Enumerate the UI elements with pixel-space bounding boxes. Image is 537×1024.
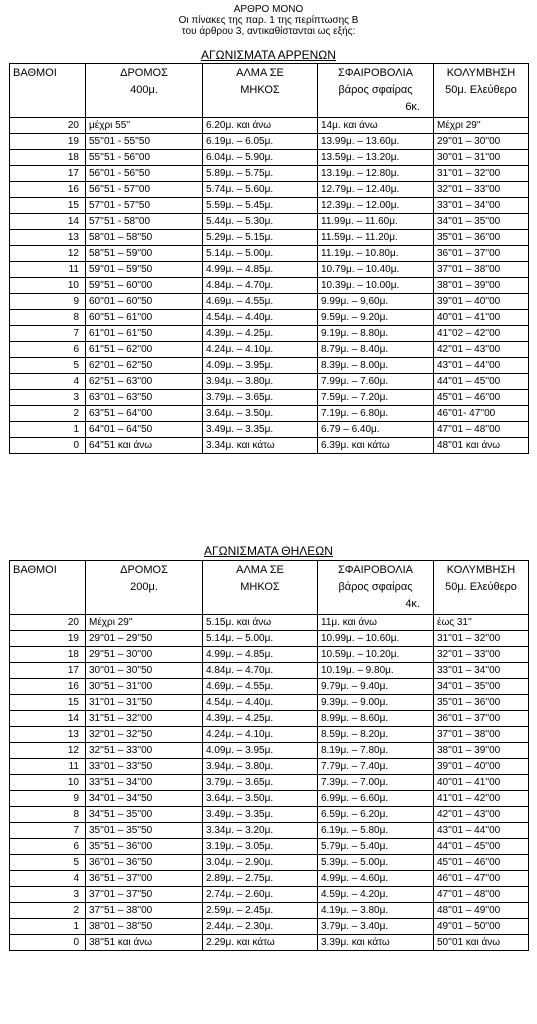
table-row — [10, 871, 529, 887]
long-jump-cell: 2.59μ. – 2.45μ. — [203, 903, 318, 919]
long-jump-cell: 6.04μ. – 5.90μ. — [203, 150, 318, 166]
shot-put-cell: 8.39μ. – 8.00μ. — [318, 358, 434, 374]
points-cell: 9 — [10, 294, 86, 310]
long-jump-cell: 4.84μ. – 4.70μ. — [203, 278, 318, 294]
shot-put-cell: 11.19μ. – 10.80μ. — [318, 246, 434, 262]
table-row — [10, 663, 529, 679]
shot-put-cell: 14μ. και άνω — [318, 118, 434, 134]
long-jump-cell: 3.64μ. – 3.50μ. — [203, 791, 318, 807]
long-jump-cell: 3.94μ. – 3.80μ. — [203, 374, 318, 390]
shot-put-cell: 10.99μ. – 10.60μ. — [318, 631, 434, 647]
running-cell: 57''51 - 58''00 — [86, 214, 203, 230]
swimming-cell: 48''01 και άνω — [434, 438, 529, 454]
table-row — [10, 406, 529, 422]
points-cell: 2 — [10, 406, 86, 422]
table-row — [10, 342, 529, 358]
shot-put-cell: 12.79μ. – 12.40μ. — [318, 182, 434, 198]
long-jump-cell: 4.69μ. – 4.55μ. — [203, 294, 318, 310]
shot-put-cell: 8.79μ. – 8.40μ. — [318, 342, 434, 358]
table-row — [10, 855, 529, 871]
points-cell: 16 — [10, 679, 86, 695]
table-row — [10, 358, 529, 374]
running-cell: 56''51 - 57''00 — [86, 182, 203, 198]
table-row — [10, 791, 529, 807]
shot-put-cell: 10.59μ. – 10.20μ. — [318, 647, 434, 663]
swimming-cell: 42''01 – 43''00 — [434, 807, 529, 823]
header-long-jump: ΑΛΜΑ ΣΕ ΜΗΚΟΣ — [203, 64, 318, 118]
swimming-cell: 47''01 – 48''00 — [434, 887, 529, 903]
running-cell: 61''01 – 61''50 — [86, 326, 203, 342]
long-jump-cell: 3.49μ. – 3.35μ. — [203, 422, 318, 438]
shot-put-cell: 10.39μ. – 10.00μ. — [318, 278, 434, 294]
shot-put-cell: 7.79μ. – 7.40μ. — [318, 759, 434, 775]
long-jump-cell: 3.34μ. και κάτω — [203, 438, 318, 454]
table-row — [10, 615, 529, 631]
swimming-cell: 49''01 – 50''00 — [434, 919, 529, 935]
table-row — [10, 759, 529, 775]
long-jump-cell: 4.09μ. – 3.95μ. — [203, 358, 318, 374]
swimming-cell: 41''02 – 42''00 — [434, 326, 529, 342]
table-row — [10, 727, 529, 743]
long-jump-cell: 2.29μ. και κάτω — [203, 935, 318, 951]
table-header-row — [10, 561, 529, 615]
table-row — [10, 294, 529, 310]
table-row — [10, 679, 529, 695]
shot-put-cell: 10.19μ. – 9.80μ. — [318, 663, 434, 679]
swimming-cell: 32''01 – 33''00 — [434, 647, 529, 663]
running-cell: 31''01 – 31''50 — [86, 695, 203, 711]
header-swimming: ΚΟΛΥΜΒΗΣΗ 50μ. Ελεύθερο — [434, 561, 529, 615]
shot-put-cell: 12.39μ. – 12.00μ. — [318, 198, 434, 214]
swimming-cell: 30''01 – 31''00 — [434, 150, 529, 166]
running-cell: 60''51 – 61''00 — [86, 310, 203, 326]
running-cell: 58''01 – 58''50 — [86, 230, 203, 246]
swimming-cell: 44''01 – 45''00 — [434, 374, 529, 390]
swimming-cell: 39''01 – 40''00 — [434, 759, 529, 775]
long-jump-cell: 5.74μ. – 5.60μ. — [203, 182, 318, 198]
running-cell: 57''01 - 57''50 — [86, 198, 203, 214]
table-row — [10, 647, 529, 663]
points-cell: 2 — [10, 903, 86, 919]
table-row — [10, 887, 529, 903]
table-row — [10, 919, 529, 935]
women-events-table — [9, 560, 529, 951]
shot-put-cell: 6.59μ. – 6.20μ. — [318, 807, 434, 823]
table-row — [10, 695, 529, 711]
points-cell: 13 — [10, 727, 86, 743]
shot-put-cell: 7.59μ. – 7.20μ. — [318, 390, 434, 406]
running-cell: 36''01 – 36''50 — [86, 855, 203, 871]
table-row — [10, 214, 529, 230]
long-jump-cell: 5.14μ. – 5.00μ. — [203, 246, 318, 262]
points-cell: 15 — [10, 695, 86, 711]
men-table-body — [10, 118, 529, 454]
table-row — [10, 807, 529, 823]
points-cell: 5 — [10, 855, 86, 871]
shot-put-cell: 3.79μ. – 3.40μ. — [318, 919, 434, 935]
shot-put-cell: 11.99μ. – 11.60μ. — [318, 214, 434, 230]
running-cell: 37''01 – 37''50 — [86, 887, 203, 903]
points-cell: 5 — [10, 358, 86, 374]
swimming-cell: 50''01 και άνω — [434, 935, 529, 951]
table-row — [10, 903, 529, 919]
points-cell: 6 — [10, 839, 86, 855]
shot-put-cell: 6.79 – 6.40μ. — [318, 422, 434, 438]
shot-put-cell: 8.19μ. – 7.80μ. — [318, 743, 434, 759]
table-row — [10, 438, 529, 454]
table-row — [10, 134, 529, 150]
men-events-table — [9, 63, 529, 454]
table-row — [10, 326, 529, 342]
running-cell: 62''01 – 62''50 — [86, 358, 203, 374]
running-cell: 34''01 – 34''50 — [86, 791, 203, 807]
table-row — [10, 935, 529, 951]
shot-put-cell: 4.19μ. – 3.80μ. — [318, 903, 434, 919]
long-jump-cell: 4.69μ. – 4.55μ. — [203, 679, 318, 695]
header-points: ΒΑΘΜΟΙ — [10, 64, 86, 118]
swimming-cell: 39''01 – 40''00 — [434, 294, 529, 310]
running-cell: 29''01 – 29''50 — [86, 631, 203, 647]
running-cell: μέχρι 55'' — [86, 118, 203, 134]
points-cell: 14 — [10, 711, 86, 727]
points-cell: 9 — [10, 791, 86, 807]
long-jump-cell: 5.44μ. – 5.30μ. — [203, 214, 318, 230]
table-header-row — [10, 64, 529, 118]
long-jump-cell: 3.79μ. – 3.65μ. — [203, 775, 318, 791]
long-jump-cell: 3.49μ. – 3.35μ. — [203, 807, 318, 823]
points-cell: 19 — [10, 631, 86, 647]
shot-put-cell: 9.59μ. – 9.20μ. — [318, 310, 434, 326]
running-cell: 60''01 – 60''50 — [86, 294, 203, 310]
points-cell: 11 — [10, 262, 86, 278]
swimming-cell: 34''01 – 35''00 — [434, 679, 529, 695]
long-jump-cell: 3.94μ. – 3.80μ. — [203, 759, 318, 775]
shot-put-cell: 6.19μ. – 5.80μ. — [318, 823, 434, 839]
swimming-cell: 38''01 – 39''00 — [434, 743, 529, 759]
header-shot-put: ΣΦΑΙΡΟΒΟΛΙΑ βάρος σφαίρας 6κ. — [318, 64, 434, 118]
points-cell: 7 — [10, 823, 86, 839]
header-long-jump: ΑΛΜΑ ΣΕ ΜΗΚΟΣ — [203, 561, 318, 615]
women-table-body — [10, 615, 529, 951]
shot-put-cell: 6.99μ. – 6.60μ. — [318, 791, 434, 807]
header-running: ΔΡΟΜΟΣ 200μ. — [86, 561, 203, 615]
swimming-cell: 41''01 – 42''00 — [434, 791, 529, 807]
points-cell: 4 — [10, 871, 86, 887]
header-points: ΒΑΘΜΟΙ — [10, 561, 86, 615]
long-jump-cell: 6.19μ. – 6.05μ. — [203, 134, 318, 150]
long-jump-cell: 5.14μ. – 5.00μ. — [203, 631, 318, 647]
running-cell: 64''01 – 64''50 — [86, 422, 203, 438]
shot-put-cell: 9.19μ. – 8.80μ. — [318, 326, 434, 342]
shot-put-cell: 8.59μ. – 8.20μ. — [318, 727, 434, 743]
points-cell: 7 — [10, 326, 86, 342]
running-cell: 30''51 – 31''00 — [86, 679, 203, 695]
long-jump-cell: 2.44μ. – 2.30μ. — [203, 919, 318, 935]
shot-put-cell: 13.59μ. – 13.20μ. — [318, 150, 434, 166]
table-row — [10, 422, 529, 438]
shot-put-cell: 11.59μ. – 11.20μ. — [318, 230, 434, 246]
long-jump-cell: 3.79μ. – 3.65μ. — [203, 390, 318, 406]
points-cell: 0 — [10, 438, 86, 454]
swimming-cell: 40''01 – 41''00 — [434, 775, 529, 791]
swimming-cell: 31''01 – 32''00 — [434, 166, 529, 182]
running-cell: 38''51 και άνω — [86, 935, 203, 951]
swimming-cell: 29''01 – 30''00 — [434, 134, 529, 150]
points-cell: 19 — [10, 134, 86, 150]
swimming-cell: 43''01 – 44''00 — [434, 358, 529, 374]
swimming-cell: 43''01 – 44''00 — [434, 823, 529, 839]
running-cell: 58''51 – 59''00 — [86, 246, 203, 262]
swimming-cell: 31''01 – 32''00 — [434, 631, 529, 647]
points-cell: 12 — [10, 743, 86, 759]
long-jump-cell: 2.74μ. – 2.60μ. — [203, 887, 318, 903]
shot-put-cell: 3.39μ. και κάτω — [318, 935, 434, 951]
table-row — [10, 711, 529, 727]
running-cell: 63''01 – 63''50 — [86, 390, 203, 406]
swimming-cell: 37''01 – 38''00 — [434, 262, 529, 278]
long-jump-cell: 4.24μ. – 4.10μ. — [203, 342, 318, 358]
table-row — [10, 390, 529, 406]
intro-line-2: του άρθρου 3, αντικαθίστανται ως εξής: — [181, 26, 356, 37]
running-cell: 33''01 – 33''50 — [86, 759, 203, 775]
swimming-cell: έως 31'' — [434, 615, 529, 631]
running-cell: 59''51 – 60''00 — [86, 278, 203, 294]
long-jump-cell: 4.84μ. – 4.70μ. — [203, 663, 318, 679]
running-cell: 38''01 – 38''50 — [86, 919, 203, 935]
swimming-cell: 46''01- 47''00 — [434, 406, 529, 422]
intro-line-1: Οι πίνακες της παρ. 1 της περίπτωσης Β — [178, 15, 359, 26]
swimming-cell: 33''01 – 34''00 — [434, 663, 529, 679]
long-jump-cell: 4.39μ. – 4.25μ. — [203, 711, 318, 727]
points-cell: 13 — [10, 230, 86, 246]
points-cell: 1 — [10, 422, 86, 438]
table-row — [10, 118, 529, 134]
points-cell: 10 — [10, 775, 86, 791]
swimming-cell: 35''01 – 36''00 — [434, 230, 529, 246]
running-cell: 31''51 – 32''00 — [86, 711, 203, 727]
swimming-cell: 36''01 – 37''00 — [434, 711, 529, 727]
swimming-cell: 47''01 – 48''00 — [434, 422, 529, 438]
running-cell: 37''51 – 38''00 — [86, 903, 203, 919]
points-cell: 10 — [10, 278, 86, 294]
points-cell: 8 — [10, 807, 86, 823]
shot-put-cell: 6.39μ. και κάτω — [318, 438, 434, 454]
shot-put-cell: 9.99μ. – 9,60μ. — [318, 294, 434, 310]
shot-put-cell: 7.39μ. – 7.00μ. — [318, 775, 434, 791]
running-cell: 30''01 – 30''50 — [86, 663, 203, 679]
running-cell: 29''51 – 30''00 — [86, 647, 203, 663]
swimming-cell: 38''01 – 39''00 — [434, 278, 529, 294]
swimming-cell: 46''01 – 47''00 — [434, 871, 529, 887]
table-row — [10, 198, 529, 214]
shot-put-cell: 10.79μ. – 10.40μ. — [318, 262, 434, 278]
points-cell: 16 — [10, 182, 86, 198]
running-cell: Μέχρι 29'' — [86, 615, 203, 631]
shot-put-cell: 13.19μ. – 12.80μ. — [318, 166, 434, 182]
swimming-cell: 34''01 – 35''00 — [434, 214, 529, 230]
swimming-cell: 44''01 – 45''00 — [434, 839, 529, 855]
swimming-cell: 36''01 – 37''00 — [434, 246, 529, 262]
table-row — [10, 166, 529, 182]
header-running: ΔΡΟΜΟΣ 400μ. — [86, 64, 203, 118]
long-jump-cell: 6.20μ. και άνω — [203, 118, 318, 134]
table-row — [10, 631, 529, 647]
swimming-cell: 45''01 – 46''00 — [434, 855, 529, 871]
long-jump-cell: 4.24μ. – 4.10μ. — [203, 727, 318, 743]
shot-put-cell: 13.99μ. – 13.60μ. — [318, 134, 434, 150]
men-section-title: ΑΓΩΝΙΣΜΑΤΑ ΑΡΡΕΝΩΝ — [201, 48, 336, 62]
points-cell: 18 — [10, 150, 86, 166]
swimming-cell: 33''01 – 34''00 — [434, 198, 529, 214]
long-jump-cell: 5.59μ. – 5.45μ. — [203, 198, 318, 214]
long-jump-cell: 4.54μ. – 4.40μ. — [203, 695, 318, 711]
table-row — [10, 262, 529, 278]
shot-put-cell: 5.39μ. – 5.00μ. — [318, 855, 434, 871]
swimming-cell: Μέχρι 29'' — [434, 118, 529, 134]
running-cell: 59''01 – 59''50 — [86, 262, 203, 278]
running-cell: 55''01 - 55''50 — [86, 134, 203, 150]
long-jump-cell: 2.89μ. – 2.75μ. — [203, 871, 318, 887]
table-row — [10, 310, 529, 326]
running-cell: 35''51 – 36''00 — [86, 839, 203, 855]
table-row — [10, 374, 529, 390]
long-jump-cell: 5.29μ. – 5.15μ. — [203, 230, 318, 246]
table-row — [10, 823, 529, 839]
shot-put-cell: 7.99μ. – 7.60μ. — [318, 374, 434, 390]
swimming-cell: 35''01 – 36''00 — [434, 695, 529, 711]
long-jump-cell: 4.99μ. – 4.85μ. — [203, 647, 318, 663]
shot-put-cell: 9.79μ. – 9.40μ. — [318, 679, 434, 695]
points-cell: 18 — [10, 647, 86, 663]
swimming-cell: 42''01 – 43''00 — [434, 342, 529, 358]
running-cell: 63''51 – 64''00 — [86, 406, 203, 422]
swimming-cell: 40''01 – 41''00 — [434, 310, 529, 326]
points-cell: 11 — [10, 759, 86, 775]
points-cell: 20 — [10, 118, 86, 134]
shot-put-cell: 8.99μ. – 8.60μ. — [318, 711, 434, 727]
running-cell: 35''01 – 35''50 — [86, 823, 203, 839]
points-cell: 6 — [10, 342, 86, 358]
points-cell: 8 — [10, 310, 86, 326]
table-row — [10, 775, 529, 791]
running-cell: 36''51 – 37''00 — [86, 871, 203, 887]
long-jump-cell: 4.09μ. – 3.95μ. — [203, 743, 318, 759]
points-cell: 15 — [10, 198, 86, 214]
running-cell: 62''51 – 63''00 — [86, 374, 203, 390]
article-heading: ΑΡΘΡΟ ΜΟΝΟ — [233, 4, 304, 15]
shot-put-cell: 9.39μ. – 9.00μ. — [318, 695, 434, 711]
women-section-title: ΑΓΩΝΙΣΜΑΤΑ ΘΗΛΕΩΝ — [204, 544, 333, 558]
long-jump-cell: 3.04μ. – 2.90μ. — [203, 855, 318, 871]
running-cell: 33''51 – 34''00 — [86, 775, 203, 791]
points-cell: 12 — [10, 246, 86, 262]
points-cell: 1 — [10, 919, 86, 935]
running-cell: 61''51 – 62''00 — [86, 342, 203, 358]
swimming-cell: 37''01 – 38''00 — [434, 727, 529, 743]
table-row — [10, 278, 529, 294]
running-cell: 55''51 - 56''00 — [86, 150, 203, 166]
shot-put-cell: 4.59μ. – 4.20μ. — [318, 887, 434, 903]
points-cell: 4 — [10, 374, 86, 390]
shot-put-cell: 4.99μ. – 4.60μ. — [318, 871, 434, 887]
running-cell: 32''01 – 32''50 — [86, 727, 203, 743]
running-cell: 64''51 και άνω — [86, 438, 203, 454]
long-jump-cell: 4.39μ. – 4.25μ. — [203, 326, 318, 342]
long-jump-cell: 3.34μ. – 3.20μ. — [203, 823, 318, 839]
shot-put-cell: 5.79μ. – 5.40μ. — [318, 839, 434, 855]
points-cell: 17 — [10, 166, 86, 182]
table-row — [10, 182, 529, 198]
table-row — [10, 743, 529, 759]
long-jump-cell: 4.99μ. – 4.85μ. — [203, 262, 318, 278]
running-cell: 32''51 – 33''00 — [86, 743, 203, 759]
running-cell: 34''51 – 35''00 — [86, 807, 203, 823]
points-cell: 3 — [10, 887, 86, 903]
long-jump-cell: 3.64μ. – 3.50μ. — [203, 406, 318, 422]
table-row — [10, 230, 529, 246]
header-shot-put: ΣΦΑΙΡΟΒΟΛΙΑ βάρος σφαίρας 4κ. — [318, 561, 434, 615]
long-jump-cell: 3.19μ. – 3.05μ. — [203, 839, 318, 855]
table-row — [10, 246, 529, 262]
points-cell: 17 — [10, 663, 86, 679]
points-cell: 3 — [10, 390, 86, 406]
swimming-cell: 48''01 – 49''00 — [434, 903, 529, 919]
document-header — [0, 0, 537, 37]
header-swimming: ΚΟΛΥΜΒΗΣΗ 50μ. Ελεύθερο — [434, 64, 529, 118]
long-jump-cell: 4.54μ. – 4.40μ. — [203, 310, 318, 326]
points-cell: 14 — [10, 214, 86, 230]
table-row — [10, 839, 529, 855]
points-cell: 20 — [10, 615, 86, 631]
shot-put-cell: 11μ. και άνω — [318, 615, 434, 631]
swimming-cell: 32''01 – 33''00 — [434, 182, 529, 198]
table-row — [10, 150, 529, 166]
running-cell: 56''01 - 56''50 — [86, 166, 203, 182]
long-jump-cell: 5.89μ. – 5.75μ. — [203, 166, 318, 182]
swimming-cell: 45''01 – 46''00 — [434, 390, 529, 406]
points-cell: 0 — [10, 935, 86, 951]
long-jump-cell: 5.15μ. και άνω — [203, 615, 318, 631]
shot-put-cell: 7.19μ. – 6.80μ. — [318, 406, 434, 422]
